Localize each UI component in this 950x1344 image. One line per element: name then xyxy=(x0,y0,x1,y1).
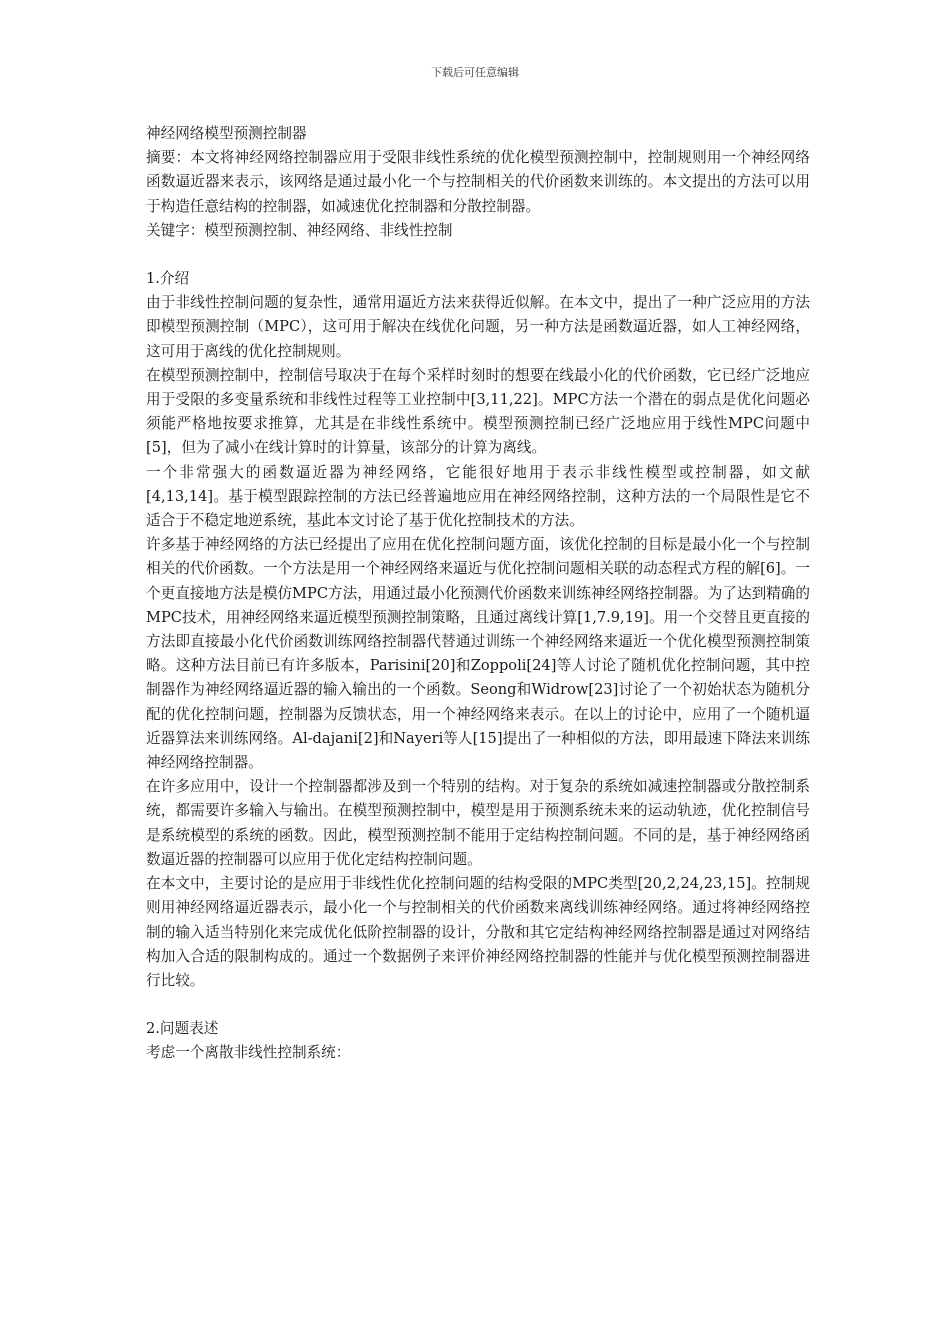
paragraph: 考虑一个离散非线性控制系统： xyxy=(146,1044,351,1062)
keywords: 关键字：模型预测控制、神经网络、非线性控制 xyxy=(146,221,453,239)
document-title: 神经网络模型预测控制器 xyxy=(146,125,307,142)
paragraph: 许多基于神经网络的方法已经提出了应用在优化控制问题方面，该优化控制的目标是最小化一个与控制相关的代价函数。一个方法是用一个神经网络来逼近与优化控制问题相关联的动态程式方程的解[6]。一个更直接地方法是模仿MPC方法，用通过最小化预测代价函数来训练神经网络控制器。为了达到精确的MPC技术，用神经网络来逼近模型预测控制策略，且通过离线计算[1,7.9,19]。用一个交替且更直接的方法即直接最小化代价函数训练网络控制器代替通过训练一个神经网络来逼近一个优化模型预测控制策略。这种方法目前已有许多版本，Parisini[20]和Zoppoli[24]等人讨论了随机优化控制问题，其中控制器作为神经网络逼近器的输入输出的一个函数。Seong和Widrow[23]讨论了一个初始状态为随机分配的优化控制问题，控制器为反馈状态，用一个神经网络来表示。在以上的讨论中，应用了一个随机逼近器算法来训练网络。Al-dajani[2]和Nayeri等人[15]提出了一种相似的方法，即用最速下降法来训练神经网络控制器。 xyxy=(146,536,810,772)
paragraph: 在许多应用中，设计一个控制器都涉及到一个特别的结构。对于复杂的系统如减速控制器或分散控制系统，都需要许多输入与输出。在模型预测控制中，模型是用于预测系统未来的运动轨迹，优化控制信号是系统模型的系统的函数。因此，模型预测控制不能用于定结构控制问题。不同的是，基于神经网络函数逼近器的控制器可以应用于优化定结构控制问题。 xyxy=(146,778,810,868)
section-heading-problem: 2.问题表述 xyxy=(146,1020,219,1038)
paragraph: 由于非线性控制问题的复杂性，通常用逼近方法来获得近似解。在本文中，提出了一种广泛应用的方法即模型预测控制（MPC），这可用于解决在线优化问题，另一种方法是函数逼近器，如人工神经网络，这可用于离线的优化控制规则。 xyxy=(146,294,810,360)
abstract: 摘要：本文将神经网络控制器应用于受限非线性系统的优化模型预测控制中，控制规则用一个神经网络函数逼近器来表示，该网络是通过最小化一个与控制相关的代价函数来训练的。本文提出的方法可以用于构造任意结构的控制器，如减速优化控制器和分散控制器。 xyxy=(146,149,810,215)
document-body xyxy=(146,122,810,1066)
spacer xyxy=(146,993,810,1017)
page-header: 下载后可任意编辑 xyxy=(431,66,519,79)
section-heading-intro: 1.介绍 xyxy=(146,270,190,288)
paragraph: 在模型预测控制中，控制信号取决于在每个采样时刻时的想要在线最小化的代价函数，它已经广泛地应用于受限的多变量系统和非线性过程等工业控制中[3,11,22]。MPC方法一个潜在的弱点是优化问题必须能严格地按要求推算，尤其是在非线性系统中。模型预测控制已经广泛地应用于线性MPC问题中[5]，但为了减小在线计算时的计算量，该部分的计算为离线。 xyxy=(146,366,810,457)
paragraph: 在本文中，主要讨论的是应用于非线性优化控制问题的结构受限的MPC类型[20,2,24,23,15]。控制规则用神经网络逼近器表示，最小化一个与控制相关的代价函数来离线训练神经网络。通过将神经网络控制的输入适当特别化来完成优化低阶控制器的设计，分散和其它定结构神经网络控制器是通过对网络结构加入合适的限制构成的。通过一个数据例子来评价神经网络控制器的性能并与优化模型预测控制器进行比较。 xyxy=(146,875,810,989)
paragraph: 一个非常强大的函数逼近器为神经网络，它能很好地用于表示非线性模型或控制器，如文献[4,13,14]。基于模型跟踪控制的方法已经普遍地应用在神经网络控制，这种方法的一个局限性是它不适合于不稳定地逆系统，基此本文讨论了基于优化控制技术的方法。 xyxy=(146,463,810,530)
spacer xyxy=(146,243,810,267)
